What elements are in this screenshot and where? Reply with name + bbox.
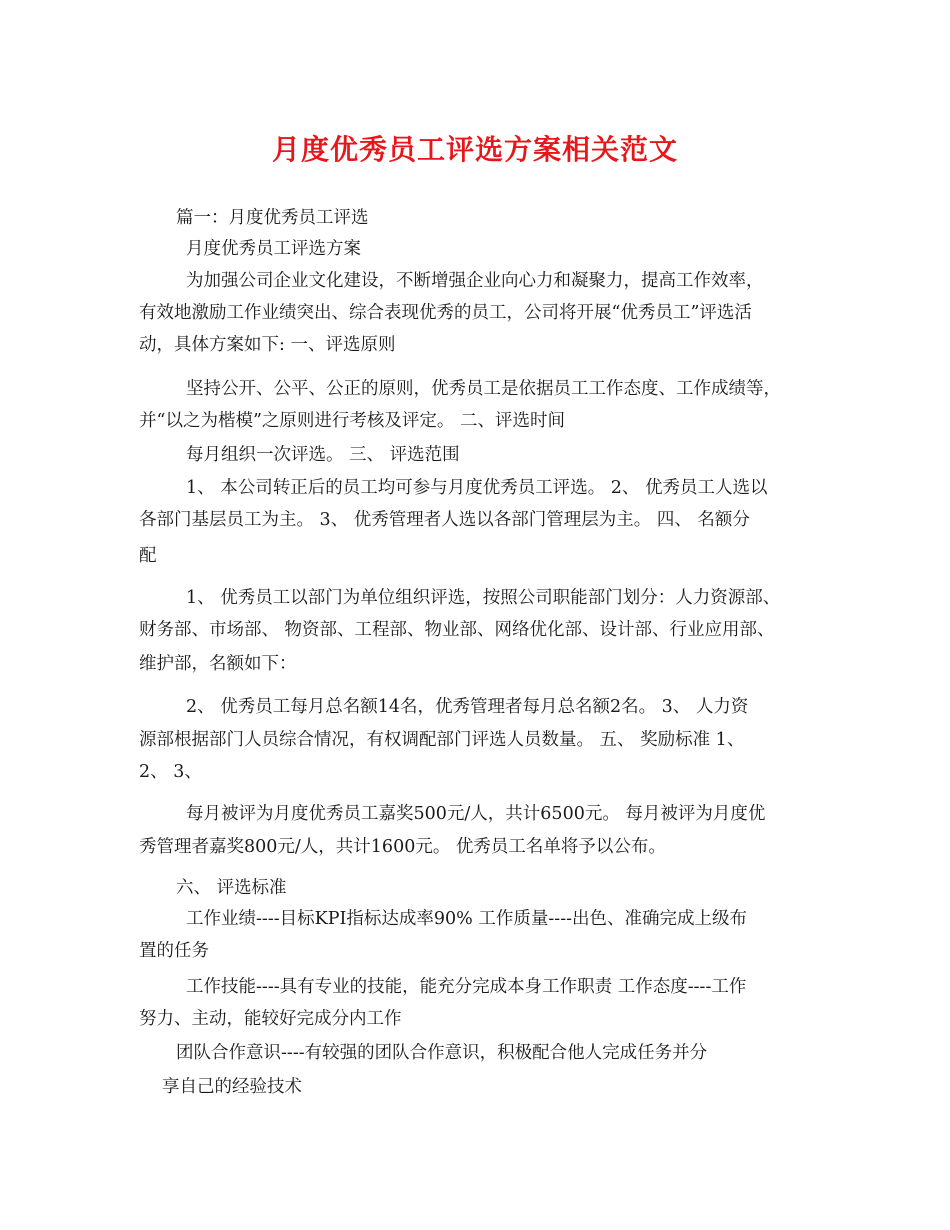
text-line: 坚持公开、公平、公正的原则，优秀员工是依据员工工作态度、工作成绩等， bbox=[186, 379, 781, 399]
text-line: 每月组织一次评选。 三、 评选范围 bbox=[186, 445, 460, 465]
text-line: 有效地激励工作业绩突出、综合表现优秀的员工，公司将开展“优秀员工”评选活 bbox=[139, 303, 752, 323]
document-title: 月度优秀员工评选方案相关范文 bbox=[271, 133, 678, 166]
text-line: 1、 本公司转正后的员工均可参与月度优秀员工评选。 2、 优秀员工人选以 bbox=[186, 478, 768, 498]
text-line: 置的任务 bbox=[139, 941, 209, 961]
text-line: 努力、主动，能较好完成分内工作 bbox=[139, 1009, 402, 1029]
text-line: 为加强公司企业文化建设，不断增强企业向心力和凝聚力，提高工作效率， bbox=[186, 271, 764, 291]
text-line: 并“以之为楷模”之原则进行考核及评定。 二、评选时间 bbox=[139, 411, 565, 431]
text-line: 六、 评选标准 bbox=[176, 878, 287, 898]
text-line: 1、 优秀员工以部门为单位组织评选，按照公司职能部门划分：人力资源部、 bbox=[186, 588, 781, 608]
text-line: 维护部，名额如下： bbox=[139, 654, 297, 674]
text-line: 动，具体方案如下: 一、评选原则 bbox=[139, 335, 396, 355]
text-line: 月度优秀员工评选方案 bbox=[186, 239, 361, 259]
text-line: 工作技能----具有专业的技能，能充分完成本身工作职责 工作态度----工作 bbox=[186, 977, 747, 997]
text-line: 篇一：月度优秀员工评选 bbox=[176, 208, 369, 228]
text-line: 配 bbox=[139, 546, 157, 566]
text-line: 团队合作意识----有较强的团队合作意识，积极配合他人完成任务并分 bbox=[176, 1043, 708, 1063]
text-line: 工作业绩----目标KPI指标达成率90% 工作质量----出色、准确完成上级布 bbox=[186, 909, 748, 929]
text-line: 财务部、市场部、 物资部、工程部、物业部、网络优化部、设计部、行业应用部、 bbox=[139, 620, 775, 640]
text-line: 享自己的经验技术 bbox=[162, 1077, 302, 1097]
text-line: 源部根据部门人员综合情况，有权调配部门评选人员数量。 五、 奖励标准 1、 bbox=[139, 730, 745, 750]
text-line: 各部门基层员工为主。 3、 优秀管理者人选以各部门管理层为主。 四、 名额分 bbox=[139, 510, 750, 530]
text-line: 2、 3、 bbox=[139, 762, 202, 782]
text-line: 每月被评为月度优秀员工嘉奖500元/人，共计6500元。 每月被评为月度优 bbox=[186, 804, 766, 824]
text-line: 2、 优秀员工每月总名额14名，优秀管理者每月总名额2名。 3、 人力资 bbox=[186, 697, 749, 717]
text-line: 秀管理者嘉奖800元/人，共计1600元。 优秀员工名单将予以公布。 bbox=[139, 837, 666, 857]
